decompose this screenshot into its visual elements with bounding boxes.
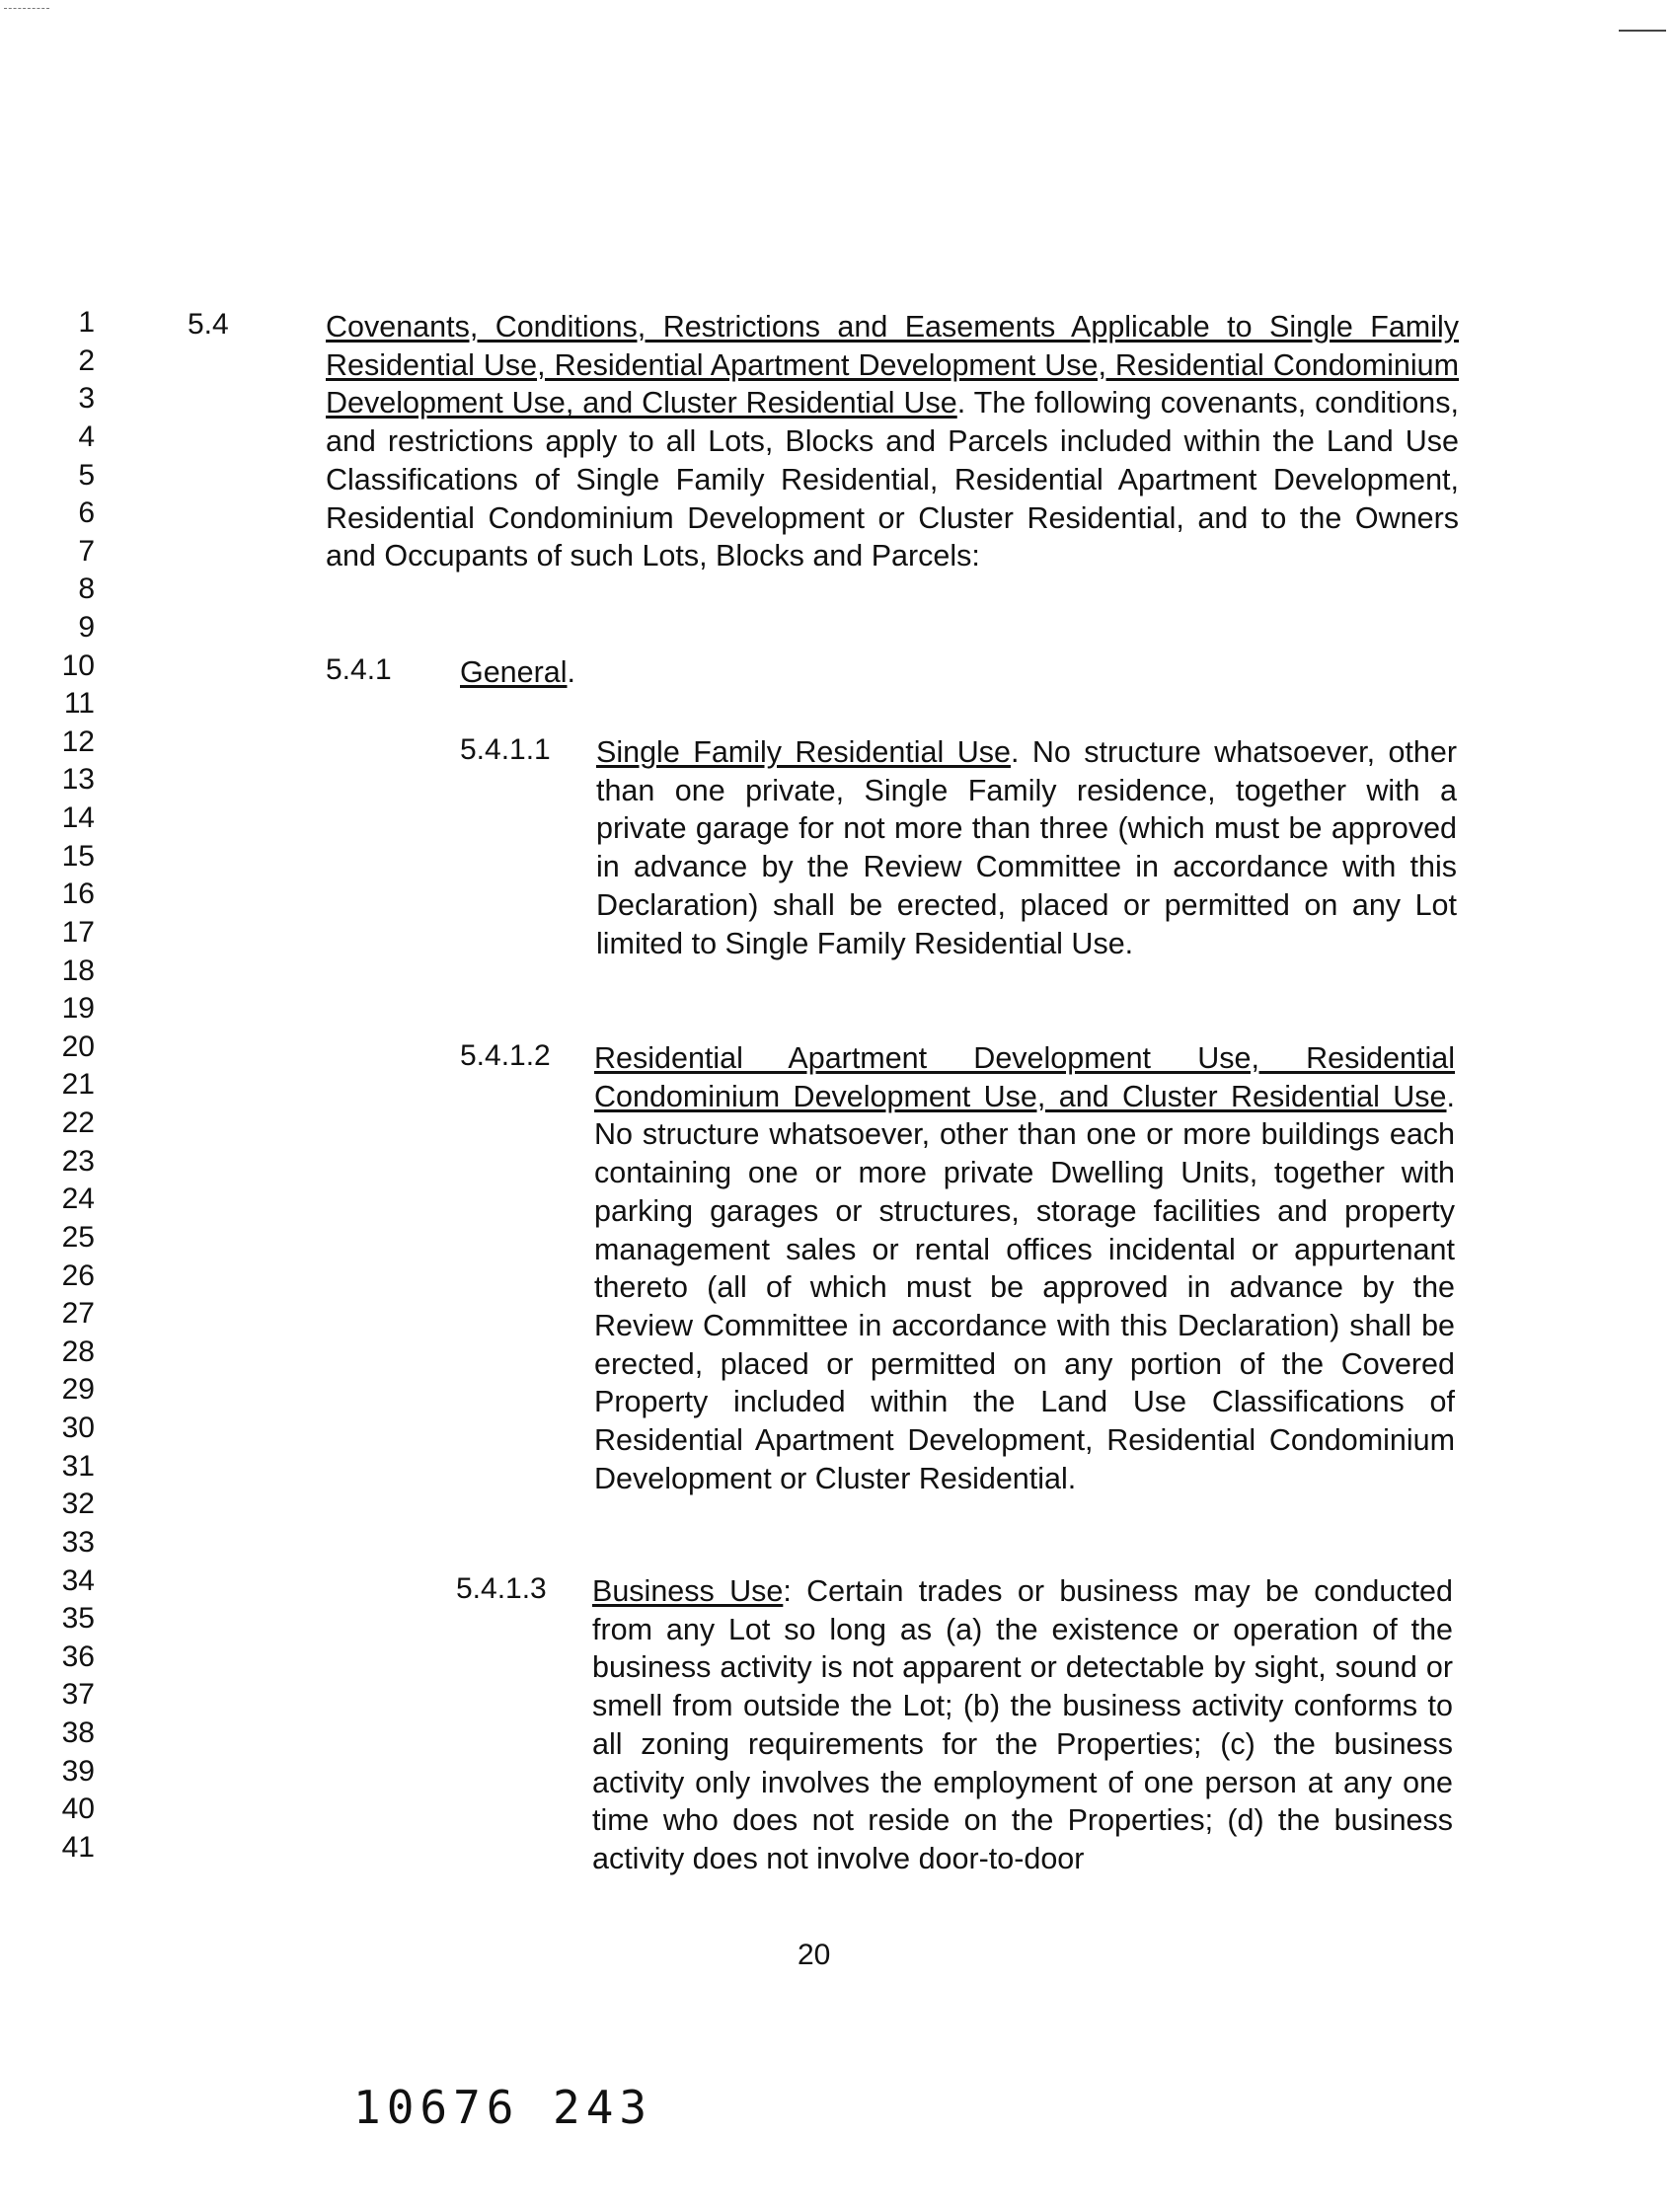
line-number: 33 [61,1525,95,1559]
line-number: 26 [61,1259,95,1292]
line-number: 23 [61,1144,95,1178]
item-paragraph [596,733,1457,962]
line-number: 17 [61,915,95,949]
line-number: 21 [61,1068,95,1102]
line-number: 35 [61,1602,95,1636]
item-heading: Single Family Residential Use [596,735,1011,769]
section-body: . The following covenants, conditions, and restrictions apply to all Lots, Blocks and Parcels included within the Land Use Classifications of Single Family Residential, Residential Apartment Development, Residential Condominium Development or Cluster Residential, and to the Owners and Occupants of such Lots, Blocks and Parcels: [326,386,1459,573]
line-number: 34 [61,1564,95,1597]
line-number: 32 [61,1487,95,1521]
item-heading: Residential Apartment Development Use, Residential Condominium Development Use, and Cluster Residential Use [594,1041,1455,1113]
line-number: 39 [61,1754,95,1788]
section-paragraph [326,308,1459,575]
line-number: 1 [78,306,95,339]
line-number: 36 [61,1640,95,1673]
item-number: 5.4.1.3 [456,1572,547,1605]
line-number: 41 [61,1830,95,1864]
scan-artifact-top-left [4,8,49,9]
line-number: 12 [61,725,95,758]
line-number: 19 [61,992,95,1026]
item-body: . No structure whatsoever, other than one private, Single Family residence, together with a private garage for not more than three (which must be approved in advance by the Review Committee in accordance with this Declaration) shall be erected, placed or permitted on any Lot limited to Single Family Residential Use. [596,735,1457,960]
section-heading: Covenants, Conditions, Restrictions and Easements Applicable to Single Family Residential Use, Residential Apartment Development Use, Residential Condominium Development Use, and Cluster Residential Use [326,310,1459,420]
line-number: 25 [61,1220,95,1254]
line-number: 9 [78,611,95,644]
item-body: : Certain trades or business may be conducted from any Lot so long as (a) the existence or operation of the business activity is not apparent or detectable by sight, sound or smell from outside the Lot; (b) the business activity conforms to all zoning requirements for the Properties; (c) the business activity only involves the employment of one person at any one time who does not reside on the Properties; (d) the business activity does not involve door-to-door [592,1574,1453,1875]
subsection-trail: . [567,655,575,689]
line-number: 24 [61,1182,95,1216]
line-number: 10 [61,648,95,682]
line-number: 15 [61,839,95,873]
line-number: 14 [61,801,95,835]
line-number: 11 [63,687,95,721]
line-number: 29 [61,1373,95,1407]
item-paragraph [592,1572,1453,1878]
line-number: 31 [61,1449,95,1483]
subsection-number: 5.4.1 [326,653,392,686]
line-number: 40 [61,1792,95,1826]
line-number: 2 [78,343,95,377]
recording-stamp-book: 10676 [353,2081,520,2134]
subsection-heading: General [460,655,568,689]
line-number: 7 [78,534,95,568]
page-number: 20 [798,1939,831,1971]
line-number: 27 [61,1297,95,1331]
subsection-heading-line [460,653,855,692]
item-number: 5.4.1.2 [460,1039,551,1072]
item-number: 5.4.1.1 [460,733,551,766]
scan-artifact-top-right [1619,30,1666,32]
line-number: 37 [61,1678,95,1712]
line-number: 4 [78,420,95,453]
item-paragraph [594,1039,1455,1497]
line-number: 16 [61,877,95,911]
line-number: 22 [61,1106,95,1139]
item-heading: Business Use [592,1574,784,1608]
line-number: 8 [78,572,95,606]
item-body: . No structure whatsoever, other than one or more buildings each containing one or more private Dwelling Units, together with parking garages or structures, storage facilities and property management sales or rental offices incidental or appurtenant thereto (all of which must be approved in advance by the Review Committee in accordance with this Declaration) shall be erected, placed or permitted on any portion of the Covered Property included within the Land Use Classifications of Residential Apartment Development, Residential Condominium Development or Cluster Residential. [594,1079,1455,1495]
line-number: 3 [78,382,95,416]
line-number: 18 [61,953,95,987]
section-number: 5.4 [188,308,229,341]
recording-stamp-page: 243 [553,2081,653,2134]
line-number: 20 [61,1030,95,1063]
line-number: 28 [61,1335,95,1368]
line-number: 6 [78,496,95,530]
line-number: 38 [61,1716,95,1749]
line-number: 30 [61,1411,95,1444]
line-number: 13 [61,763,95,797]
line-number: 5 [78,458,95,492]
